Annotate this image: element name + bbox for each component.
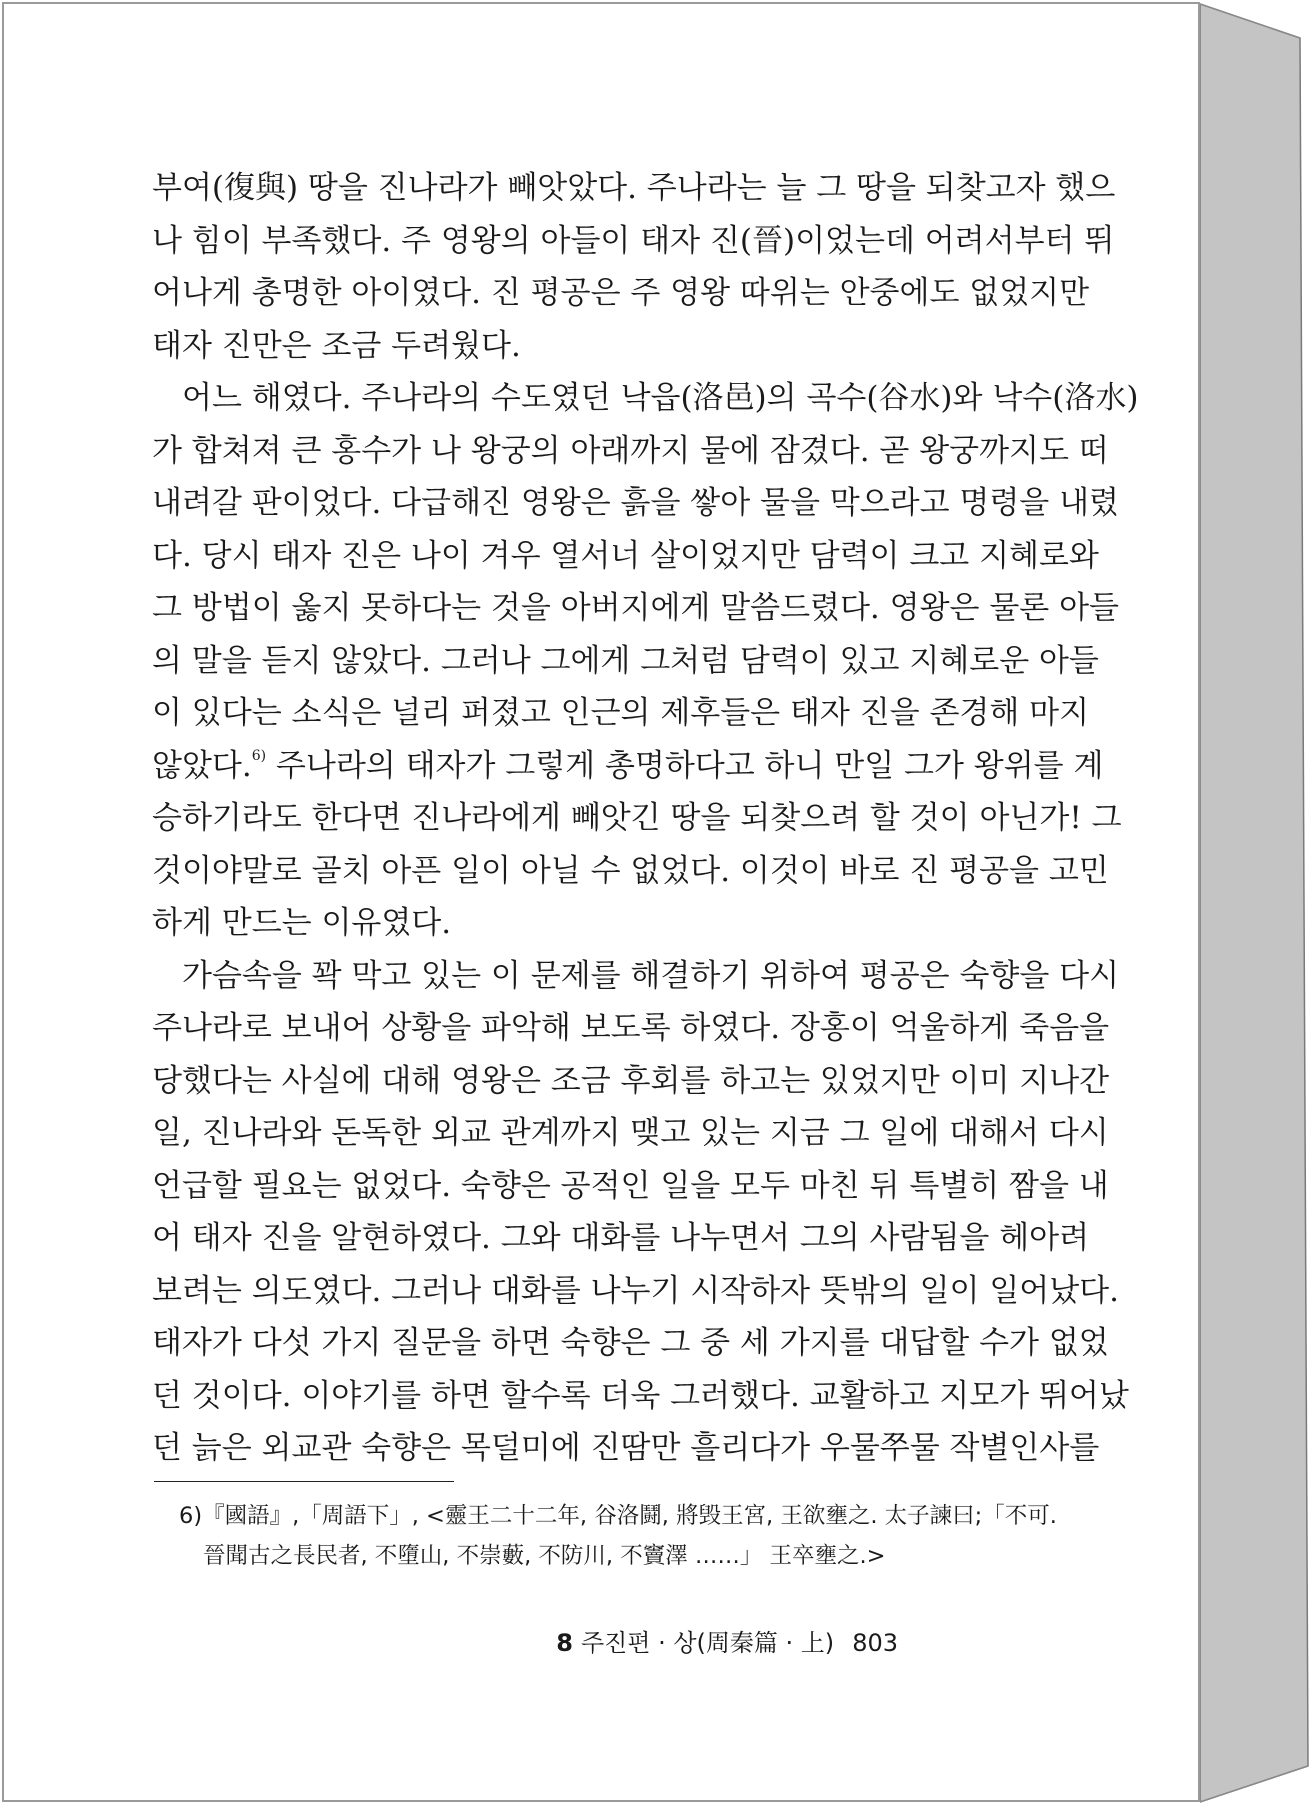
page-number: 803 [852,1629,898,1657]
text-line: 의 말을 듣지 않았다. 그러나 그에게 그처럼 담력이 있고 지혜로운 아들 [152,642,1099,679]
text-line: 그 방법이 옳지 못하다는 것을 아버지에게 말씀드렸다. 영왕은 물론 아들 [152,590,1119,626]
text-line: 나 힘이 부족했다. 주 영왕의 아들이 태자 진(晉)이었는데 어려서부터 뛰 [152,222,1115,259]
text-segment: 않았다. [152,747,252,784]
text-line: 가슴속을 꽉 막고 있는 이 문제를 해결하기 위하여 평공은 숙향을 다시 [182,957,1120,994]
text-line: 주나라로 보내어 상황을 파악해 보도록 하였다. 장홍이 억울하게 죽음을 [152,1010,1110,1046]
text-line: 것이야말로 골치 아픈 일이 아닐 수 없었다. 이것이 바로 진 평공을 고민 [152,852,1109,889]
text-segment: 주나라의 태자가 그렇게 총명하다고 하니 만일 그가 왕위를 계 [266,747,1104,784]
text-line: 보려는 의도였다. 그러나 대화를 나누기 시작하자 뜻밖의 일이 일어났다. [152,1272,1119,1309]
footnote-line: 晉聞古之長民者, 不墮山, 不崇藪, 不防川, 不竇澤 ……」 王卒壅之.> [203,1543,886,1569]
text-line: 부여(復與) 땅을 진나라가 빼앗았다. 주나라는 늘 그 땅을 되찾고자 했으 [152,170,1116,206]
chapter-title: 주진편 · 상(周秦篇 · 上) [580,1629,835,1657]
text-line: 가 합쳐져 큰 홍수가 나 왕궁의 아래까지 물에 잠겼다. 곧 왕궁까지도 떠 [152,432,1109,469]
text-line: 던 늙은 외교관 숙향은 목덜미에 진땀만 흘리다가 우물쭈물 작별인사를 [152,1430,1100,1466]
text-line: 어느 해였다. 주나라의 수도였던 낙읍(洛邑)의 곡수(谷水)와 낙수(洛水) [182,380,1139,416]
running-footer [556,1623,898,1663]
text-line: 던 것이다. 이야기를 하면 할수록 더욱 그러했다. 교활하고 지모가 뛰어났 [152,1377,1129,1414]
page-stack-edge [1200,2,1311,1804]
text-line: 일, 진나라와 돈독한 외교 관계까지 맺고 있는 지금 그 일에 대해서 다시 [152,1115,1109,1151]
text-line: 당했다는 사실에 대해 영왕은 조금 후회를 하고는 있었지만 이미 지나간 [152,1062,1110,1099]
text-line: 승하기라도 한다면 진나라에게 빼앗긴 땅을 되찾으려 할 것이 아닌가! 그 [152,800,1122,836]
text-line: 하게 만드는 이유였다. [152,905,452,941]
text-line: 언급할 필요는 없었다. 숙향은 공적인 일을 모두 마친 뒤 특별히 짬을 내 [152,1167,1109,1204]
book-page [2,2,1200,1802]
text-line: 태자 진만은 조금 두려웠다. [152,327,521,364]
text-line-with-footnote [152,740,1104,793]
text-line: 내려갈 판이었다. 다급해진 영왕은 흙을 쌓아 물을 막으라고 명령을 내렸 [152,485,1119,521]
text-line: 태자가 다섯 가지 질문을 하면 숙향은 그 중 세 가지를 대답할 수가 없었 [152,1325,1109,1361]
footnote-reference: 6) [251,747,267,764]
body-text [152,162,1139,1475]
footnote-divider [154,1481,454,1482]
text-line: 이 있다는 소식은 널리 퍼졌고 인근의 제후들은 태자 진을 존경해 마지 [152,695,1090,731]
text-line: 어나게 총명한 아이였다. 진 평공은 주 영왕 따위는 안중에도 없었지만 [152,275,1090,311]
chapter-number: 8 [556,1629,573,1657]
text-line: 어 태자 진을 알현하였다. 그와 대화를 나누면서 그의 사람됨을 헤아려 [152,1220,1090,1256]
text-line: 다. 당시 태자 진은 나이 겨우 열서너 살이었지만 담력이 크고 지혜로와 [152,537,1099,574]
footnote [179,1496,1057,1576]
footnote-line: 6)『國語』,「周語下」, <靈王二十二年, 谷洛鬪, 將毁王宮, 王欲壅之. 太子諫曰;「不可. [179,1503,1057,1529]
